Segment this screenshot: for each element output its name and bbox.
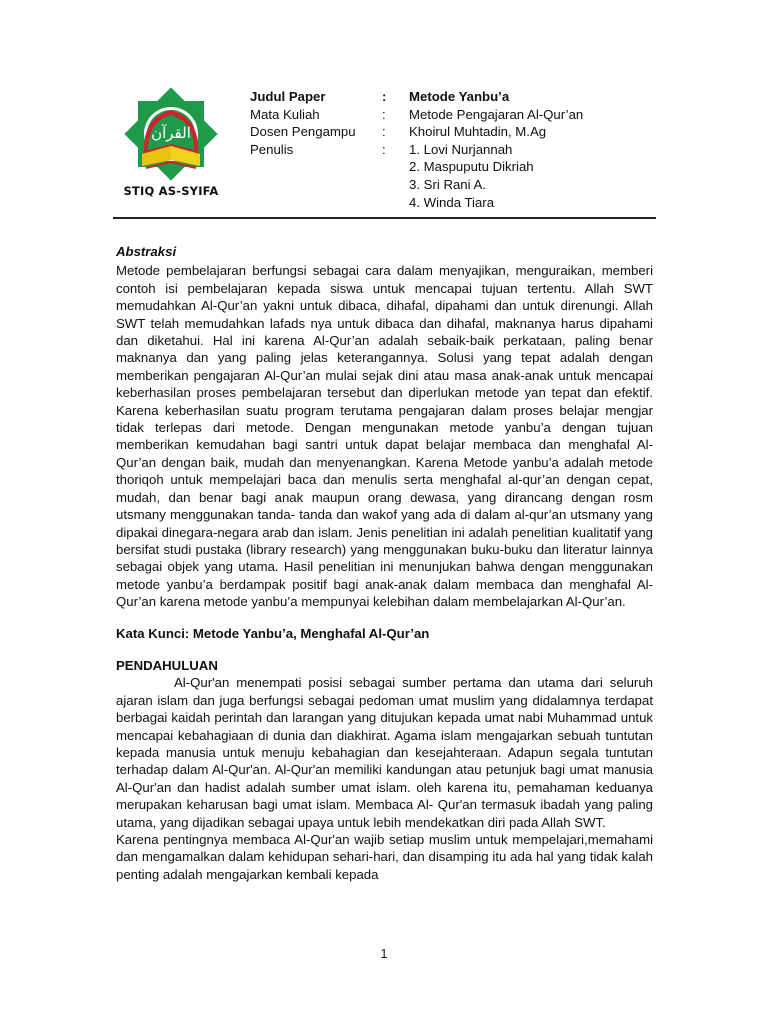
- stiq-logo: [122, 88, 220, 200]
- meta-colon: :: [382, 106, 386, 122]
- page-number: 1: [380, 947, 388, 961]
- stiq-emblem-icon: [122, 88, 220, 184]
- paper-body: [116, 243, 653, 883]
- meta-colon: :: [382, 124, 386, 140]
- logo-arabic-text: القرآن: [151, 124, 191, 142]
- meta-key: [250, 194, 382, 212]
- meta-colon: [382, 176, 409, 194]
- meta-key: Judul Paper: [250, 89, 326, 104]
- meta-colon: [382, 158, 409, 176]
- meta-key: Penulis: [250, 141, 294, 157]
- intro-paragraph-1: Al-Qur'an menempati posisi sebagai sumber pertama dan utama dari seluruh ajaran islam dan juga berfungsi sebagai pedoman umat muslim yang didalamnya terdapat berbagai kaidah perintah dan larangan yang ditujukan kepada umat nabi Muhammad untuk mencapai kebahagiaan di dunia dan diakhirat. Agama islam mengajarkan sebuah tuntutan kepada manusia untuk menuju kebahagian dan kesejahteraan. Adapun segala tuntutan terhadap dalam Al-Qur'an. Al-Qur'an memiliki kandungan atau petunjuk bagi umat manusia Al-Qur'an dan hadist adalah sumber umat islam. oleh karena itu, pemahaman keduanya merupakan keharusan bagi umat islam. Membaca Al- Qur'an termasuk ibadah yang paling utama, yang dijadikan sebagai upaya untuk lebih mendekatkan diri pada Allah SWT.: [116, 675, 653, 830]
- meta-row: [250, 141, 670, 159]
- meta-row: [250, 194, 670, 212]
- meta-row: [250, 176, 670, 194]
- meta-row: [250, 123, 670, 141]
- meta-value: 1. Lovi Nurjannah: [409, 141, 513, 157]
- meta-value: Metode Yanbu’a: [409, 89, 510, 104]
- keywords: Kata Kunci: Metode Yanbu’a, Menghafal Al-Qur’an: [116, 625, 430, 641]
- meta-colon: :: [382, 89, 387, 104]
- section-title: PENDAHULUAN: [116, 657, 218, 673]
- paper-metadata: [250, 88, 670, 211]
- meta-value: Metode Pengajaran Al-Qur’an: [409, 106, 584, 122]
- intro-paragraph-2: Karena pentingnya membaca Al-Qur'an wajib setiap muslim untuk mempelajari,memahami dan mengamalkan dalam kehidupan sehari-hari, dan disamping itu ada hal yang tidak kalah penting adalah mengajarkan kembali kepada: [116, 832, 653, 882]
- meta-key: Mata Kuliah: [250, 106, 320, 122]
- meta-colon: [382, 194, 409, 212]
- meta-row: [250, 106, 670, 124]
- meta-key: [250, 158, 382, 176]
- meta-colon: :: [382, 141, 386, 157]
- meta-key: [250, 176, 382, 194]
- abstract-text: Metode pembelajaran berfungsi sebagai cara dalam menyajikan, menguraikan, memberi contoh isi pembelajaran kepada siswa untuk mencapai tujuan tertentu. Allah SWT memudahkan Al-Qur’an yakni untuk dibaca, dihafal, dipahami dan untuk direnungi. Allah SWT telah memudahkan lafads nya untuk dibaca dan dihafal, maknanya harus dipahami dan diketahui. Hal ini karena Al-Qur’an adalah sebaik-baik perkataan, paling benar maknanya dan yang paling jelas keterangannya. Solusi yang tepat adalah dengan memberikan pengajaran Al-Qur’an mulai sejak dini atau masa anak-anak untuk mencapai keberhasilan proses pembelajaran tersebut dan diperlukan metode yan tepat dan efektif. Karena keberhasilan suatu program terutama pengajaran dalam proses belajar mengjar tidak terlepas dari metode. Dengan mengunakan metode yanbu’a dengan tujuan memberikan kemudahan bagi santri untuk dapat belajar membaca dan menghafal Al-Qur’an dengan baik, mudah dan menyenangkan. Karena Metode yanbu’a adalah metode thoriqoh untuk mempelajari baca dan menulis serta menghafal al-qur’an dengan cepat, mudah, dan benar bagi anak maupun orang dewasa, yang dirancang dengan rosm utsmany menggunakan tanda- tanda dan wakof yang ada di dalam al-qur’an utsmany yang dipakai dinegara-negara arab dan islam. Jenis penelitian ini adalah penelitian kualitatif yang bersifat studi pustaka (library research) yang menggunakan buku-buku dan literatur lainnya sebagai objek yang utama. Hasil penelitian ini menunjukan bahwa dengan menggunakan metode yanbu’a berdampak positif bagi anak-anak dalam membaca dan menghafal Al-Qur’an karena metode yanbu’a mempunyai kelebihan dalam membelajarkan Al-Qur’an.: [116, 263, 653, 610]
- meta-row: [250, 158, 670, 176]
- meta-value: 4. Winda Tiara: [409, 194, 495, 210]
- meta-key: Dosen Pengampu: [250, 124, 356, 140]
- meta-value: 2. Maspuputu Dikriah: [409, 159, 534, 175]
- meta-value: Khoirul Muhtadin, M.Ag: [409, 124, 547, 140]
- meta-row: [250, 88, 670, 106]
- header-divider: [113, 217, 656, 219]
- abstract-title: Abstraksi: [116, 244, 177, 259]
- meta-value: 3. Sri Rani A.: [409, 176, 486, 192]
- logo-caption: STIQ AS-SYIFA: [123, 184, 219, 198]
